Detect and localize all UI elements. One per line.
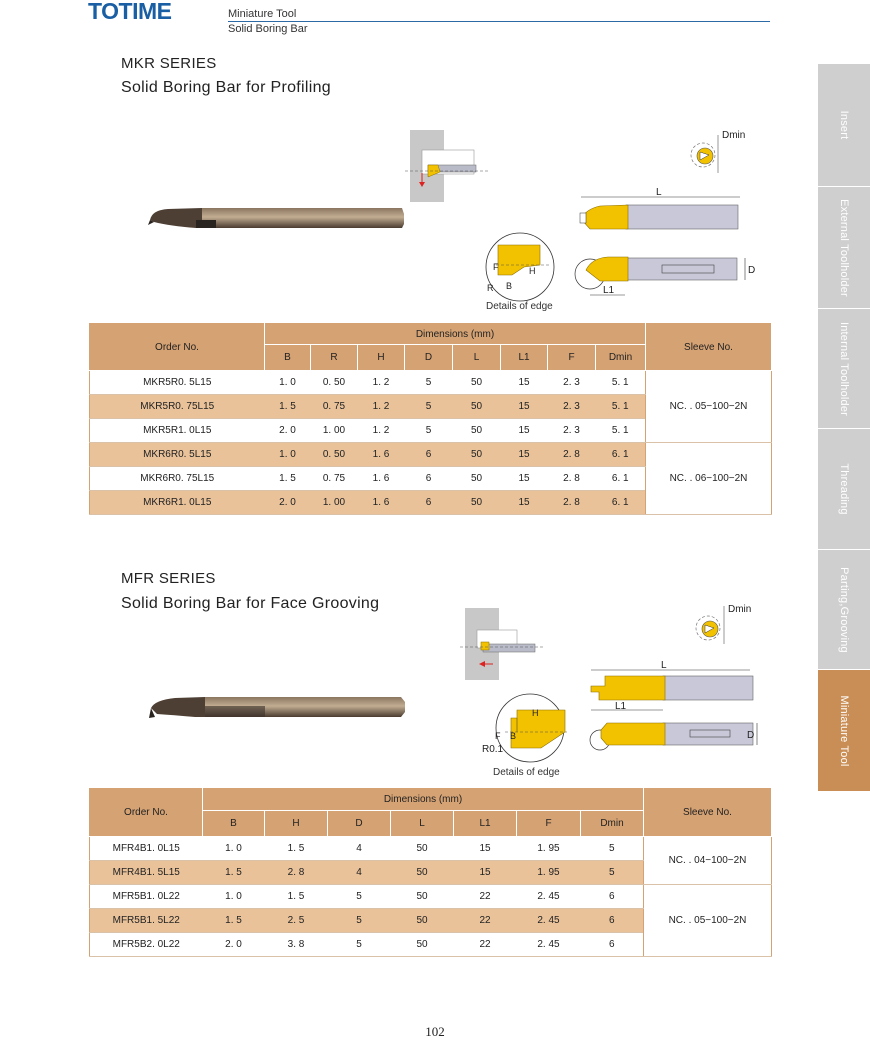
mfr-tool-photo: [145, 690, 407, 724]
dimension-value: 5: [405, 419, 453, 443]
mfr-l1-label: L1: [615, 701, 627, 712]
dimension-value: 0. 75: [311, 467, 358, 491]
mfr-order-header: Order No.: [90, 789, 203, 837]
dimension-value: 1. 6: [358, 467, 405, 491]
tab-insert[interactable]: [818, 64, 870, 187]
dimension-value: 5: [328, 909, 391, 933]
dimension-value: 6: [581, 909, 644, 933]
order-number: MFR5B2. 0L22: [90, 933, 203, 957]
mfr-d-label: D: [747, 730, 755, 741]
col-header: R: [311, 345, 358, 371]
order-number: MKR6R0. 5L15: [90, 443, 265, 467]
mkr-f-label: F: [493, 262, 499, 272]
dimension-value: 2. 3: [548, 371, 596, 395]
col-header: H: [358, 345, 405, 371]
col-header: L: [391, 811, 454, 837]
dimension-value: 15: [501, 395, 548, 419]
dimension-value: 2. 8: [548, 467, 596, 491]
dimension-value: 50: [453, 371, 501, 395]
dimension-value: 0. 75: [311, 395, 358, 419]
dimension-value: 1. 0: [265, 371, 311, 395]
dimension-value: 1. 95: [517, 861, 581, 885]
dimension-value: 2. 8: [548, 491, 596, 515]
header-category: Miniature Tool: [228, 8, 297, 20]
side-tab-nav: [818, 64, 870, 792]
dimension-value: 6: [581, 885, 644, 909]
dimension-value: 6: [405, 491, 453, 515]
dimension-value: 15: [501, 491, 548, 515]
sleeve-number: NC. . 05−100−2N: [646, 371, 772, 443]
dimension-value: 2. 45: [517, 885, 581, 909]
dimension-value: 1. 2: [358, 419, 405, 443]
dimension-value: 2. 3: [548, 395, 596, 419]
mfr-sleeve-header: Sleeve No.: [644, 789, 772, 837]
dimension-value: 6: [405, 443, 453, 467]
dimension-value: 5: [581, 861, 644, 885]
dimension-value: 50: [453, 419, 501, 443]
mkr-dmin-label: Dmin: [722, 130, 746, 141]
col-header: B: [265, 345, 311, 371]
dimension-value: 5: [405, 371, 453, 395]
dimension-value: 50: [391, 837, 454, 861]
mkr-dimension-diagram: [400, 125, 770, 315]
dimension-value: 50: [453, 491, 501, 515]
dimension-value: 4: [328, 837, 391, 861]
tab-label: Miniature Tool: [838, 694, 850, 767]
dimension-value: 6: [405, 467, 453, 491]
dimension-value: 5: [581, 837, 644, 861]
mkr-l1-label: L1: [603, 285, 615, 296]
dimension-value: 1. 5: [265, 885, 328, 909]
dimension-value: 50: [391, 861, 454, 885]
col-header: L1: [501, 345, 548, 371]
mkr-sleeve-header: Sleeve No.: [646, 324, 772, 371]
mkr-h-label: H: [529, 266, 536, 276]
mkr-b-label: B: [506, 281, 513, 291]
dimension-value: 5. 1: [596, 395, 646, 419]
mfr-dims-header: Dimensions (mm): [203, 789, 644, 811]
order-number: MKR5R1. 0L15: [90, 419, 265, 443]
dimension-value: 5: [328, 933, 391, 957]
dimension-value: 22: [454, 909, 517, 933]
mfr-b-label: B: [510, 731, 517, 741]
dimension-value: 2. 45: [517, 933, 581, 957]
dimension-value: 4: [328, 861, 391, 885]
col-header: L1: [454, 811, 517, 837]
dimension-value: 15: [501, 443, 548, 467]
mkr-l-label: L: [656, 187, 662, 198]
mfr-dmin-label: Dmin: [728, 604, 752, 615]
col-header: H: [265, 811, 328, 837]
mkr-r-label: R: [487, 283, 494, 293]
mkr-series-subtitle: Solid Boring Bar for Profiling: [121, 79, 331, 96]
dimension-value: 1. 5: [265, 467, 311, 491]
dimension-value: 6: [581, 933, 644, 957]
dimension-value: 2. 5: [265, 909, 328, 933]
dimension-value: 2. 8: [265, 861, 328, 885]
dimension-value: 50: [391, 933, 454, 957]
table-row: [90, 371, 772, 395]
mfr-f-label: F: [495, 731, 501, 741]
dimension-value: 1. 0: [265, 443, 311, 467]
col-header: L: [453, 345, 501, 371]
dimension-value: 6. 1: [596, 443, 646, 467]
mkr-details-caption: Details of edge: [486, 301, 553, 312]
dimension-value: 2. 0: [203, 933, 265, 957]
dimension-value: 2. 0: [265, 491, 311, 515]
table-row: [90, 443, 772, 467]
totime-logo: [88, 0, 216, 22]
mkr-dims-header: Dimensions (mm): [265, 324, 646, 345]
order-number: MFR5B1. 5L22: [90, 909, 203, 933]
dimension-value: 1. 2: [358, 395, 405, 419]
table-row: [90, 837, 772, 861]
dimension-value: 5. 1: [596, 419, 646, 443]
dimension-value: 1. 00: [311, 491, 358, 515]
dimension-value: 1. 5: [203, 861, 265, 885]
dimension-value: 50: [391, 885, 454, 909]
dimension-value: 2. 3: [548, 419, 596, 443]
mfr-r-label: R0.1: [482, 744, 504, 755]
mkr-d-label: D: [748, 265, 756, 276]
col-header: D: [405, 345, 453, 371]
header-subtitle: Solid Boring Bar: [228, 23, 308, 35]
order-number: MKR5R0. 5L15: [90, 371, 265, 395]
dimension-value: 15: [454, 837, 517, 861]
mfr-dimension-diagram: [455, 598, 770, 780]
dimension-value: 22: [454, 933, 517, 957]
dimension-value: 22: [454, 885, 517, 909]
mfr-series-subtitle: Solid Boring Bar for Face Grooving: [121, 595, 380, 612]
tab-miniature-tool[interactable]: [818, 670, 870, 792]
dimension-value: 0. 50: [311, 443, 358, 467]
mfr-l-label: L: [661, 660, 667, 671]
dimension-value: 1. 6: [358, 491, 405, 515]
tab-external-toolholder[interactable]: [818, 187, 870, 309]
dimension-value: 1. 00: [311, 419, 358, 443]
mkr-series-title: MKR SERIES: [121, 55, 217, 72]
order-number: MFR4B1. 5L15: [90, 861, 203, 885]
dimension-value: 15: [501, 419, 548, 443]
dimension-value: 1. 95: [517, 837, 581, 861]
tab-label: Insert: [838, 110, 850, 140]
mfr-spec-table: [89, 788, 772, 957]
dimension-value: 1. 0: [203, 837, 265, 861]
dimension-value: 5: [328, 885, 391, 909]
col-header: Dmin: [581, 811, 644, 837]
brand-text: TOTIME: [88, 0, 172, 22]
col-header: F: [548, 345, 596, 371]
header-rule: [228, 21, 770, 22]
mfr-details-caption: Details of edge: [493, 767, 560, 778]
mkr-tool-photo: [140, 200, 406, 234]
mfr-h-label: H: [532, 708, 539, 718]
tab-threading[interactable]: [818, 429, 870, 550]
dimension-value: 50: [453, 395, 501, 419]
dimension-value: 15: [501, 371, 548, 395]
dimension-value: 5. 1: [596, 371, 646, 395]
dimension-value: 50: [453, 467, 501, 491]
order-number: MFR5B1. 0L22: [90, 885, 203, 909]
dimension-value: 1. 0: [203, 885, 265, 909]
dimension-value: 50: [391, 909, 454, 933]
tab-label: Threading: [838, 463, 850, 515]
dimension-value: 0. 50: [311, 371, 358, 395]
col-header: D: [328, 811, 391, 837]
col-header: Dmin: [596, 345, 646, 371]
order-number: MKR5R0. 75L15: [90, 395, 265, 419]
mfr-series-title: MFR SERIES: [121, 570, 216, 587]
page-number: 102: [425, 1024, 445, 1039]
table-row: [90, 885, 772, 909]
order-number: MKR6R1. 0L15: [90, 491, 265, 515]
order-number: MKR6R0. 75L15: [90, 467, 265, 491]
tab-parting-grooving[interactable]: [818, 550, 870, 670]
mkr-spec-table: [89, 323, 772, 515]
sleeve-number: NC. . 06−100−2N: [646, 443, 772, 515]
dimension-value: 1. 5: [203, 909, 265, 933]
dimension-value: 1. 5: [265, 837, 328, 861]
tab-label: Parting,Grooving: [838, 566, 850, 653]
sleeve-number: NC. . 04−100−2N: [644, 837, 772, 885]
dimension-value: 50: [453, 443, 501, 467]
dimension-value: 1. 6: [358, 443, 405, 467]
mkr-order-header: Order No.: [90, 324, 265, 371]
dimension-value: 2. 45: [517, 909, 581, 933]
sleeve-number: NC. . 05−100−2N: [644, 885, 772, 957]
dimension-value: 2. 0: [265, 419, 311, 443]
col-header: B: [203, 811, 265, 837]
tab-internal-toolholder[interactable]: [818, 309, 870, 429]
order-number: MFR4B1. 0L15: [90, 837, 203, 861]
dimension-value: 3. 8: [265, 933, 328, 957]
tab-label: External Toolholder: [838, 198, 850, 297]
col-header: F: [517, 811, 581, 837]
dimension-value: 5: [405, 395, 453, 419]
dimension-value: 6. 1: [596, 467, 646, 491]
dimension-value: 15: [501, 467, 548, 491]
dimension-value: 2. 8: [548, 443, 596, 467]
dimension-value: 1. 2: [358, 371, 405, 395]
dimension-value: 15: [454, 861, 517, 885]
dimension-value: 1. 5: [265, 395, 311, 419]
tab-label: Internal Toolholder: [838, 321, 850, 416]
dimension-value: 6. 1: [596, 491, 646, 515]
